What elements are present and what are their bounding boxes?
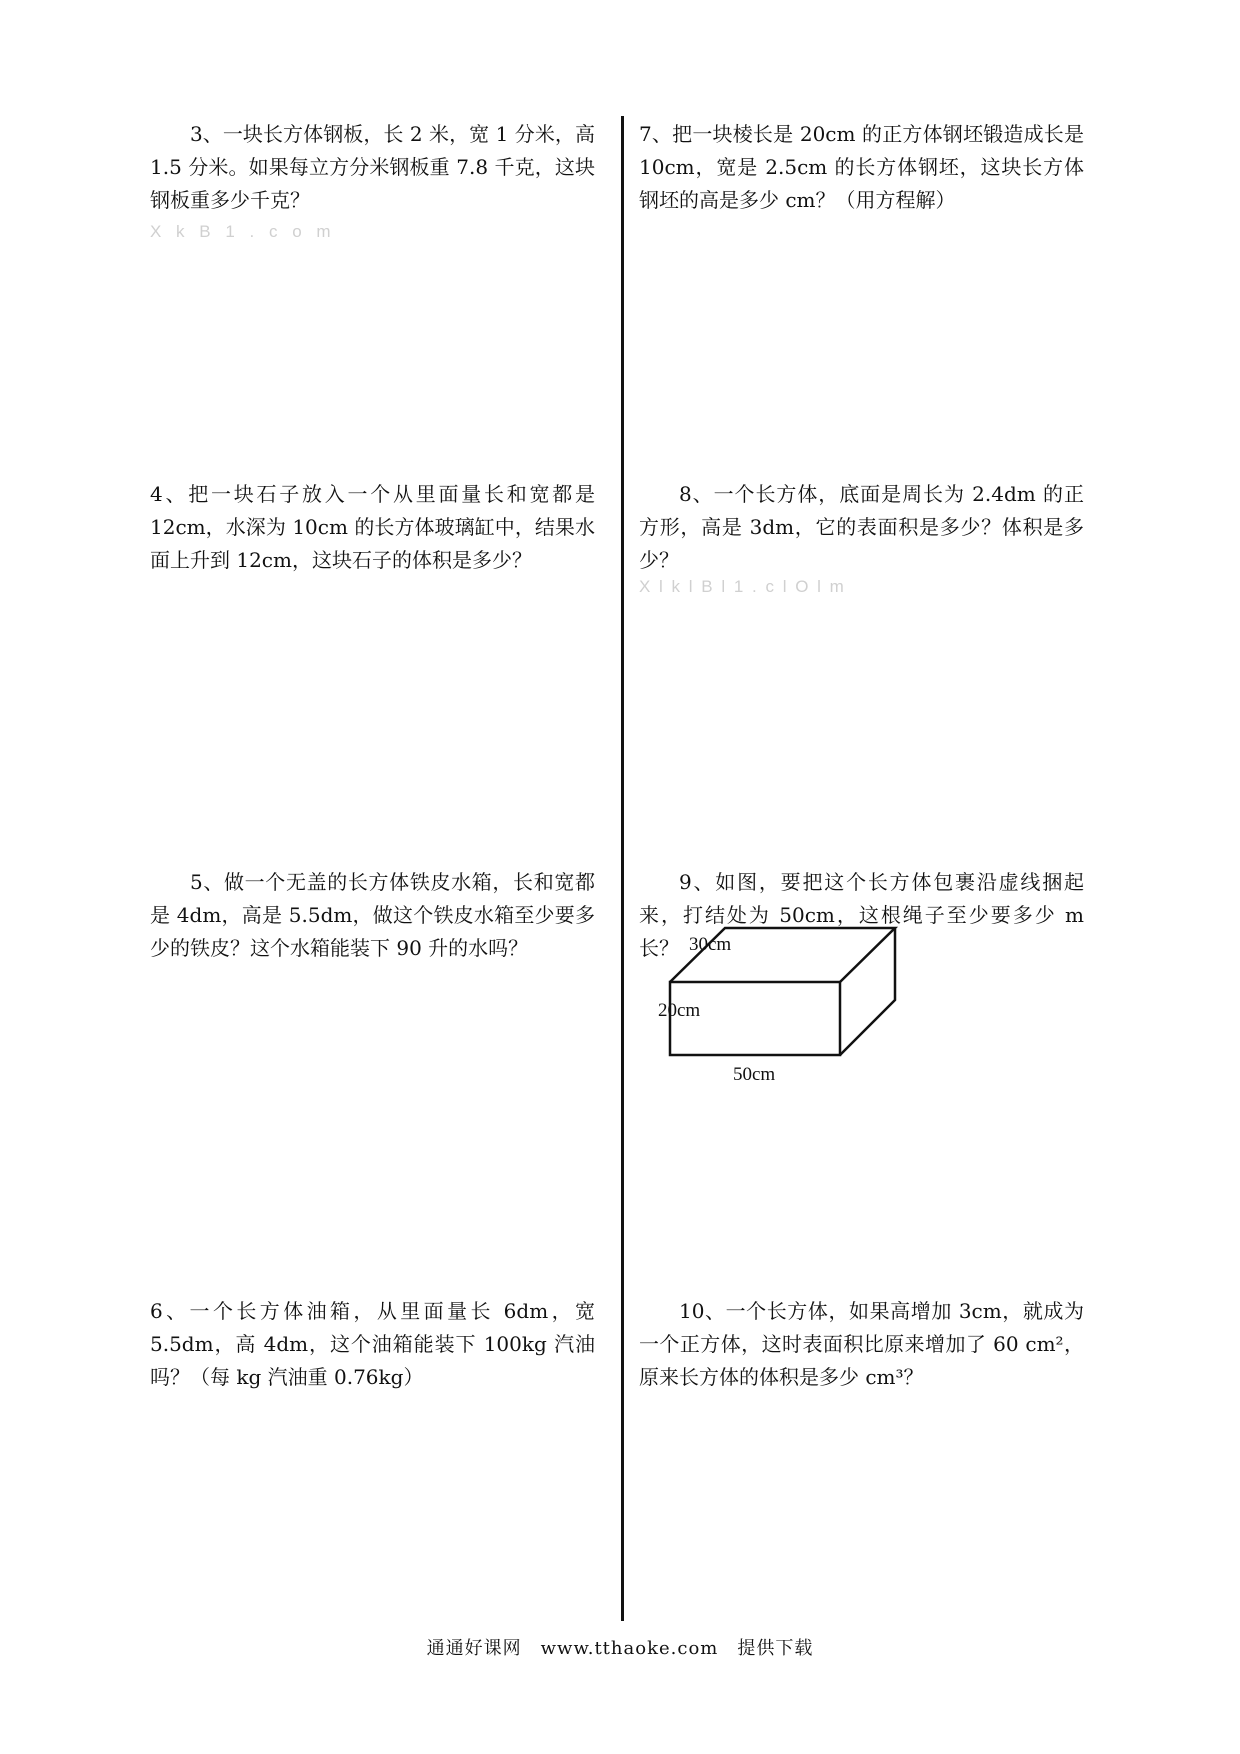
cuboid-diagram <box>655 925 915 1095</box>
footer-text: 通通好课网 www.tthaoke.com 提供下载 <box>426 1638 814 1659</box>
column-divider <box>621 116 624 1621</box>
question-4: 4、把一块石子放入一个从里面量长和宽都是 12cm，水深为 10cm 的长方体玻璃缸中，结果水面上升到 12cm，这块石子的体积是多少？ <box>150 482 595 572</box>
question-8: 8、一个长方体，底面是周长为 2.4dm 的正方形，高是 3dm，它的表面积是多少？体积是多少？ <box>639 482 1084 572</box>
depth-label: 30cm <box>689 934 732 955</box>
cuboid-side-face <box>840 928 895 1055</box>
question-7: 7、把一块棱长是 20cm 的正方体钢坯锻造成长是 10cm，宽是 2.5cm 的长方体钢坯，这块长方体钢坯的高是多少 cm？（用方程解） <box>639 122 1084 212</box>
question-6: 6、一个长方体油箱，从里面量长 6dm，宽 5.5dm，高 4dm，这个油箱能装下 100kg 汽油吗？（每 kg 汽油重 0.76kg） <box>150 1299 595 1389</box>
watermark-left: X k B 1 . c o m <box>150 222 336 241</box>
question-9: 9、如图，要把这个长方体包裹沿虚线捆起来，打结处为 50cm，这根绳子至少要多少 m 长？ <box>639 870 1084 960</box>
question-5: 5、做一个无盖的长方体铁皮水箱，长和宽都是 4dm，高是 5.5dm，做这个铁皮水箱至少要多少的铁皮？这个水箱能装下 90 升的水吗？ <box>150 870 595 960</box>
watermark-right: X l k l B l 1 . c l O l m <box>639 577 846 596</box>
height-label: 20cm <box>658 1000 701 1021</box>
question-3: 3、一块长方体钢板，长 2 米，宽 1 分米，高 1.5 分米。如果每立方分米钢板重 7.8 千克，这块钢板重多少千克？ <box>150 122 595 212</box>
length-label: 50cm <box>733 1064 776 1085</box>
question-10: 10、一个长方体，如果高增加 3cm，就成为一个正方体，这时表面积比原来增加了 60 cm²，原来长方体的体积是多少 cm³？ <box>639 1299 1084 1389</box>
